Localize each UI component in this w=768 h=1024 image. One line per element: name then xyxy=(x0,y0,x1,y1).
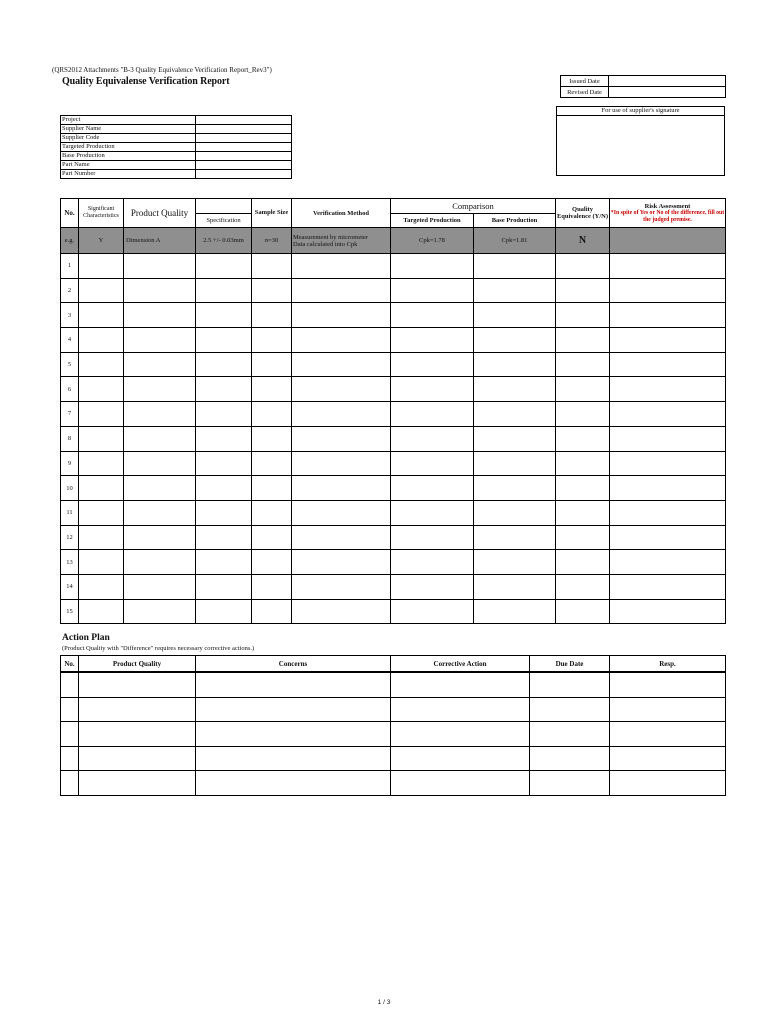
table-cell[interactable] xyxy=(124,574,196,599)
action-plan-cell[interactable] xyxy=(391,697,530,722)
ap-header-concerns: Concerns xyxy=(196,656,391,673)
example-method-line2: Data calculated into Cpk xyxy=(293,240,358,248)
table-cell[interactable] xyxy=(124,525,196,550)
action-plan-cell[interactable] xyxy=(391,771,530,796)
example-product-quality: Dimension A xyxy=(124,228,196,254)
table-cell[interactable] xyxy=(391,500,474,525)
table-cell[interactable] xyxy=(610,525,726,550)
table-cell[interactable] xyxy=(196,574,252,599)
action-plan-cell[interactable] xyxy=(530,722,610,747)
action-plan-cell[interactable] xyxy=(530,672,610,697)
info-label: Part Name xyxy=(61,161,196,170)
action-plan-cell[interactable] xyxy=(391,722,530,747)
action-plan-row xyxy=(61,697,726,722)
table-row xyxy=(61,328,726,353)
ap-header-corrective-action: Corrective Action xyxy=(391,656,530,673)
table-cell[interactable] xyxy=(124,476,196,501)
info-row-supplier-code xyxy=(61,134,292,143)
table-cell[interactable] xyxy=(124,303,196,328)
table-cell[interactable] xyxy=(610,254,726,279)
table-cell[interactable] xyxy=(391,303,474,328)
action-plan-cell[interactable] xyxy=(610,771,726,796)
row-number: 11 xyxy=(61,500,79,525)
table-cell[interactable] xyxy=(391,352,474,377)
action-plan-cell[interactable] xyxy=(79,746,196,771)
table-cell[interactable] xyxy=(252,574,292,599)
info-label: Project xyxy=(61,116,196,125)
header-targeted-production: Targeted Production xyxy=(391,214,474,228)
action-plan-cell[interactable] xyxy=(196,771,391,796)
row-number: 6 xyxy=(61,377,79,402)
table-cell[interactable] xyxy=(391,574,474,599)
table-cell[interactable] xyxy=(196,476,252,501)
table-cell[interactable] xyxy=(252,550,292,575)
table-cell[interactable] xyxy=(556,476,610,501)
table-cell[interactable] xyxy=(79,377,124,402)
table-cell[interactable] xyxy=(252,451,292,476)
table-row xyxy=(61,550,726,575)
info-value-field[interactable] xyxy=(196,143,292,152)
table-cell[interactable] xyxy=(292,476,391,501)
table-cell[interactable] xyxy=(196,426,252,451)
table-cell[interactable] xyxy=(556,500,610,525)
info-label: Targeted Production xyxy=(61,143,196,152)
table-row xyxy=(61,451,726,476)
action-plan-cell[interactable] xyxy=(61,697,79,722)
info-row-part-name xyxy=(61,161,292,170)
risk-assessment-note: *In spite of Yes or No of the difference, fill out the judged premise. xyxy=(610,210,725,223)
example-verification-method xyxy=(292,228,391,254)
example-sample-size: n=30 xyxy=(252,228,292,254)
table-cell[interactable] xyxy=(124,451,196,476)
table-cell[interactable] xyxy=(556,328,610,353)
action-plan-table xyxy=(60,655,726,796)
table-cell[interactable] xyxy=(610,278,726,303)
table-cell[interactable] xyxy=(252,278,292,303)
table-row xyxy=(61,574,726,599)
table-cell[interactable] xyxy=(252,352,292,377)
project-info-table xyxy=(60,115,292,179)
table-cell[interactable] xyxy=(124,550,196,575)
table-cell[interactable] xyxy=(556,377,610,402)
table-row xyxy=(61,599,726,624)
table-cell[interactable] xyxy=(79,500,124,525)
table-cell[interactable] xyxy=(474,451,556,476)
action-plan-cell[interactable] xyxy=(79,722,196,747)
example-significant: Y xyxy=(79,228,124,254)
info-value-field[interactable] xyxy=(196,161,292,170)
table-cell[interactable] xyxy=(474,402,556,427)
table-cell[interactable] xyxy=(124,599,196,624)
info-value-field[interactable] xyxy=(196,152,292,161)
table-cell[interactable] xyxy=(391,402,474,427)
table-cell[interactable] xyxy=(610,550,726,575)
table-cell[interactable] xyxy=(610,599,726,624)
example-no: e.g. xyxy=(61,228,79,254)
header-significant-characteristics: Significant Characteristics xyxy=(79,199,124,228)
table-cell[interactable] xyxy=(124,254,196,279)
table-cell[interactable] xyxy=(556,451,610,476)
table-cell[interactable] xyxy=(292,525,391,550)
example-equivalence: N xyxy=(556,228,610,254)
table-cell[interactable] xyxy=(292,377,391,402)
table-cell[interactable] xyxy=(292,328,391,353)
table-row xyxy=(61,426,726,451)
table-cell[interactable] xyxy=(196,402,252,427)
table-cell[interactable] xyxy=(610,352,726,377)
action-plan-row xyxy=(61,672,726,697)
table-cell[interactable] xyxy=(252,426,292,451)
action-plan-cell[interactable] xyxy=(79,771,196,796)
table-cell[interactable] xyxy=(79,574,124,599)
action-plan-cell[interactable] xyxy=(530,697,610,722)
table-cell[interactable] xyxy=(124,426,196,451)
table-row xyxy=(61,278,726,303)
row-number: 7 xyxy=(61,402,79,427)
table-cell[interactable] xyxy=(124,377,196,402)
table-cell[interactable] xyxy=(556,278,610,303)
row-number: 4 xyxy=(61,328,79,353)
table-cell[interactable] xyxy=(124,278,196,303)
table-cell[interactable] xyxy=(292,254,391,279)
info-row-supplier-name xyxy=(61,125,292,134)
table-cell[interactable] xyxy=(196,328,252,353)
table-cell[interactable] xyxy=(391,254,474,279)
row-number: 12 xyxy=(61,525,79,550)
table-cell[interactable] xyxy=(252,525,292,550)
info-value-field[interactable] xyxy=(196,125,292,134)
table-cell[interactable] xyxy=(79,402,124,427)
action-plan-cell[interactable] xyxy=(391,746,530,771)
revised-date-field[interactable] xyxy=(609,87,726,98)
verification-table xyxy=(60,198,726,624)
action-plan-cell[interactable] xyxy=(79,697,196,722)
table-cell[interactable] xyxy=(196,525,252,550)
table-cell[interactable] xyxy=(610,377,726,402)
action-plan-cell[interactable] xyxy=(61,672,79,697)
example-risk xyxy=(610,228,726,254)
header-verification-method: Verification Method xyxy=(292,199,391,228)
ap-header-due-date: Due Date xyxy=(530,656,610,673)
table-cell[interactable] xyxy=(474,574,556,599)
table-cell[interactable] xyxy=(79,525,124,550)
table-cell[interactable] xyxy=(391,278,474,303)
table-cell[interactable] xyxy=(474,278,556,303)
table-cell[interactable] xyxy=(556,402,610,427)
action-plan-cell[interactable] xyxy=(610,672,726,697)
header-base-production: Base Production xyxy=(474,214,556,228)
table-cell[interactable] xyxy=(252,254,292,279)
table-cell[interactable] xyxy=(79,451,124,476)
table-cell[interactable] xyxy=(474,500,556,525)
table-cell[interactable] xyxy=(196,352,252,377)
table-cell[interactable] xyxy=(474,303,556,328)
table-cell[interactable] xyxy=(474,550,556,575)
table-cell[interactable] xyxy=(474,426,556,451)
table-cell[interactable] xyxy=(391,550,474,575)
action-plan-cell[interactable] xyxy=(530,771,610,796)
action-plan-cell[interactable] xyxy=(79,672,196,697)
info-row-base-production xyxy=(61,152,292,161)
table-row xyxy=(61,303,726,328)
info-value-field[interactable] xyxy=(196,116,292,125)
info-label: Supplier Code xyxy=(61,134,196,143)
table-cell[interactable] xyxy=(556,254,610,279)
table-cell[interactable] xyxy=(252,377,292,402)
table-cell[interactable] xyxy=(196,377,252,402)
table-cell[interactable] xyxy=(556,352,610,377)
signature-label: For use of supplier's signature xyxy=(557,107,724,116)
table-cell[interactable] xyxy=(292,352,391,377)
header-sample-size: Sample Size xyxy=(252,199,292,228)
page-number: 1 / 3 xyxy=(377,999,391,1006)
table-cell[interactable] xyxy=(391,426,474,451)
table-cell[interactable] xyxy=(252,303,292,328)
table-cell[interactable] xyxy=(391,377,474,402)
header-quality-equivalence: Quality Equivalence (Y/N) xyxy=(556,199,610,228)
info-row-targeted-production xyxy=(61,143,292,152)
table-cell[interactable] xyxy=(474,525,556,550)
table-cell[interactable] xyxy=(124,402,196,427)
table-cell[interactable] xyxy=(556,525,610,550)
table-row xyxy=(61,476,726,501)
table-row xyxy=(61,352,726,377)
table-cell[interactable] xyxy=(391,476,474,501)
table-cell[interactable] xyxy=(196,550,252,575)
header-risk-assessment xyxy=(610,199,726,228)
action-plan-cell[interactable] xyxy=(61,746,79,771)
row-number: 5 xyxy=(61,352,79,377)
table-cell[interactable] xyxy=(292,500,391,525)
table-cell[interactable] xyxy=(252,599,292,624)
table-cell[interactable] xyxy=(474,328,556,353)
action-plan-cell[interactable] xyxy=(61,771,79,796)
table-cell[interactable] xyxy=(610,426,726,451)
info-value-field[interactable] xyxy=(196,134,292,143)
header-no: No. xyxy=(61,199,79,228)
row-number: 9 xyxy=(61,451,79,476)
table-cell[interactable] xyxy=(79,599,124,624)
table-cell[interactable] xyxy=(391,451,474,476)
action-plan-note: (Product Quality with "Difference" requires necessary corrective actions.) xyxy=(62,645,255,652)
table-cell[interactable] xyxy=(79,476,124,501)
table-cell[interactable] xyxy=(196,451,252,476)
info-label: Base Production xyxy=(61,152,196,161)
table-cell[interactable] xyxy=(610,402,726,427)
table-cell[interactable] xyxy=(292,303,391,328)
table-cell[interactable] xyxy=(474,599,556,624)
table-cell[interactable] xyxy=(79,254,124,279)
row-number: 3 xyxy=(61,303,79,328)
table-cell[interactable] xyxy=(556,303,610,328)
table-cell[interactable] xyxy=(610,328,726,353)
table-cell[interactable] xyxy=(556,426,610,451)
action-plan-cell[interactable] xyxy=(610,697,726,722)
example-base: Cpk=1.81 xyxy=(474,228,556,254)
issued-date-field[interactable] xyxy=(609,76,726,87)
info-value-field[interactable] xyxy=(196,170,292,179)
table-cell[interactable] xyxy=(610,451,726,476)
table-cell[interactable] xyxy=(474,254,556,279)
verification-rows xyxy=(61,254,726,624)
row-number: 15 xyxy=(61,599,79,624)
row-number: 8 xyxy=(61,426,79,451)
row-number: 10 xyxy=(61,476,79,501)
action-plan-row xyxy=(61,771,726,796)
table-cell[interactable] xyxy=(124,328,196,353)
table-cell[interactable] xyxy=(196,599,252,624)
table-cell[interactable] xyxy=(556,599,610,624)
action-plan-cell[interactable] xyxy=(391,672,530,697)
action-plan-cell[interactable] xyxy=(610,746,726,771)
table-cell[interactable] xyxy=(196,278,252,303)
table-cell[interactable] xyxy=(252,476,292,501)
action-plan-cell[interactable] xyxy=(610,722,726,747)
action-plan-title: Action Plan xyxy=(62,633,110,643)
action-plan-cell[interactable] xyxy=(530,746,610,771)
action-plan-cell[interactable] xyxy=(196,697,391,722)
table-cell[interactable] xyxy=(79,550,124,575)
header-comparison: Comparison xyxy=(391,199,556,214)
table-cell[interactable] xyxy=(610,574,726,599)
revised-date-label: Revised Date xyxy=(561,87,609,98)
table-row xyxy=(61,500,726,525)
table-cell[interactable] xyxy=(292,426,391,451)
risk-assessment-title: Risk Assessment xyxy=(644,203,691,211)
header-product-quality: Product Quality xyxy=(124,199,196,228)
table-cell[interactable] xyxy=(391,525,474,550)
example-targeted: Cpk=1.78 xyxy=(391,228,474,254)
table-cell[interactable] xyxy=(292,550,391,575)
table-cell[interactable] xyxy=(556,574,610,599)
table-cell[interactable] xyxy=(252,402,292,427)
action-plan-cell[interactable] xyxy=(196,746,391,771)
table-row xyxy=(61,377,726,402)
table-row xyxy=(61,525,726,550)
action-plan-row xyxy=(61,746,726,771)
document-reference: (QRS2012 Attachments "B-3 Quality Equivalence Verification Report_Rev3") xyxy=(52,66,272,74)
table-cell[interactable] xyxy=(610,500,726,525)
table-cell[interactable] xyxy=(292,451,391,476)
example-row xyxy=(61,228,726,254)
table-row xyxy=(61,254,726,279)
table-cell[interactable] xyxy=(79,352,124,377)
table-cell[interactable] xyxy=(610,303,726,328)
page-title: Quality Equivalense Verification Report xyxy=(62,76,230,87)
row-number: 2 xyxy=(61,278,79,303)
action-plan-cell[interactable] xyxy=(61,722,79,747)
table-cell[interactable] xyxy=(196,303,252,328)
ap-header-product-quality: Product Quality xyxy=(79,656,196,673)
table-cell[interactable] xyxy=(610,476,726,501)
table-cell[interactable] xyxy=(79,278,124,303)
info-label: Supplier Name xyxy=(61,125,196,134)
table-row xyxy=(61,402,726,427)
table-cell[interactable] xyxy=(292,574,391,599)
example-specification: 2.5 +/- 0.03mm xyxy=(196,228,252,254)
table-cell[interactable] xyxy=(292,278,391,303)
header-specification-top xyxy=(196,199,252,214)
table-cell[interactable] xyxy=(556,550,610,575)
table-cell[interactable] xyxy=(474,352,556,377)
table-cell[interactable] xyxy=(252,500,292,525)
action-plan-rows xyxy=(61,672,726,795)
table-cell[interactable] xyxy=(252,328,292,353)
info-label: Part Number xyxy=(61,170,196,179)
table-cell[interactable] xyxy=(196,500,252,525)
example-method-line1: Measurement by micrometer xyxy=(293,233,369,241)
table-cell[interactable] xyxy=(124,352,196,377)
issued-date-label: Issued Date xyxy=(561,76,609,87)
table-cell[interactable] xyxy=(391,328,474,353)
info-row-project xyxy=(61,116,292,125)
date-table xyxy=(560,75,726,98)
table-cell[interactable] xyxy=(292,402,391,427)
table-cell[interactable] xyxy=(79,426,124,451)
table-cell[interactable] xyxy=(196,254,252,279)
row-number: 13 xyxy=(61,550,79,575)
ap-header-no: No. xyxy=(61,656,79,673)
table-cell[interactable] xyxy=(474,476,556,501)
action-plan-cell[interactable] xyxy=(196,722,391,747)
row-number: 14 xyxy=(61,574,79,599)
info-row-part-number xyxy=(61,170,292,179)
table-cell[interactable] xyxy=(124,500,196,525)
table-cell[interactable] xyxy=(79,328,124,353)
row-number: 1 xyxy=(61,254,79,279)
ap-header-resp: Resp. xyxy=(610,656,726,673)
action-plan-cell[interactable] xyxy=(196,672,391,697)
table-cell[interactable] xyxy=(79,303,124,328)
action-plan-row xyxy=(61,722,726,747)
header-specification: Specification xyxy=(196,214,252,228)
table-cell[interactable] xyxy=(292,599,391,624)
supplier-signature-box[interactable] xyxy=(556,106,725,176)
table-cell[interactable] xyxy=(391,599,474,624)
table-cell[interactable] xyxy=(474,377,556,402)
